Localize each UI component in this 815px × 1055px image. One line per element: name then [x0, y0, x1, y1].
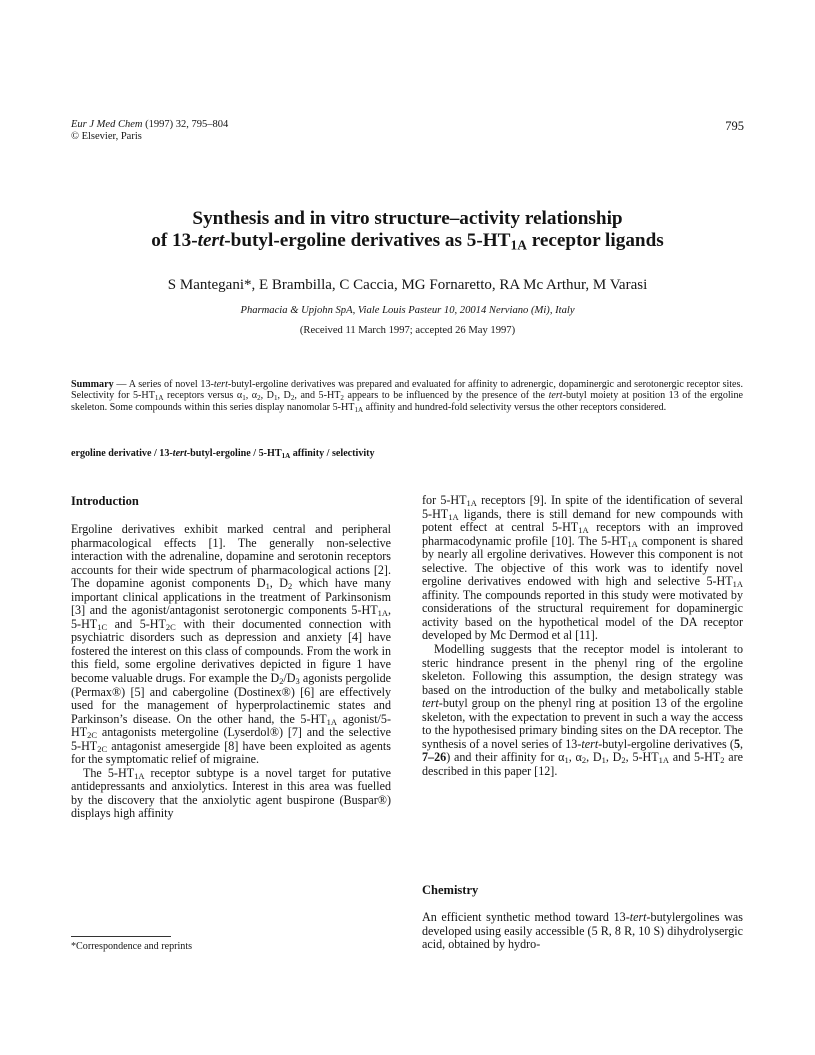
affiliation: Pharmacia & Upjohn SpA, Viale Louis Pasteur 10, 20014 Nerviano (Mi), Italy: [240, 305, 575, 316]
intro-paragraph-1: Ergoline derivatives exhibit marked central and peripheral pharmacological effects [1]. The generally non-selective interaction with the adrenaline, dopamine and serotonin receptors accounts for their wide spectrum of pharmacological actions [2]. The dopamine agonist components $D_1$, $D_2$ which have many important clinical applications in the treatment of Parkinsonism [3] and the agonist/antagonist serotonergic components $5-HT_{1A}$, $5-HT_{1C}$ and $5-HT_{2C}$ with their documented connection with psychiatric disorders such as depression and anxiety [4] have fostered the interest on this class of compounds. From the work in this field, some ergoline derivatives depicted in figure 1 have become valuable drugs. For example the $D_2/D_3$ agonists pergolide (Permax®) [5] and cabergoline (Dostinex®) [6] are effectively used for the management of hyperprolactinemic states and Parkinson’s disease. On the other hand, the $5-HT_{1A}$ agonist/$5-HT_{2C}$ antagonists metergoline (Lyserdol®) [7] and the selective $5-HT_{2C}$ antagonist amesergide [8] have been exploited as agents for the symptomatic relief of migraine. The $5-HT_{1A}$ receptor subtype is a novel target for putative antidepressants and anxiolytics. Interest in this area was fuelled by the discovery that the anxiolytic agent buspirone (Buspar®) displays high affinity: [71, 522, 391, 821]
intro-paragraph-2: for $5-HT_{1A}$ receptors [9]. In spite of the identification of several $5-HT_{1A}$ ligands, there is still demand for new compounds with potent effect at central $5-HT_{1A}$ receptors with an improved pharmacodynamic profile [10]. The $5-HT_{1A}$ component is shared by nearly all ergoline derivatives. However this component is not selective. The objective of this work was to identify novel ergoline derivatives endowed with high and selective $5-HT_{1A}$ affinity. The compounds reported in this study were motivated by considerations of the structural requirement for dopaminergic activity based on the hypothetical model of the DA receptor developed by Mc Dermod et al [11]. Modelling suggests that the receptor model is intolerant to steric hindrance present in the phenyl ring of the ergoline skeleton. Following this assumption, the design strategy was based on the introduction of the bulky and metabolically stable tert-butyl group on the phenyl ring at position 13 of the ergoline skeleton, with the expectation to prevent in such a way the access to the hypothesised primary binding sites on the DA receptor. The synthesis of a novel series of 13-tert-butyl-ergoline derivatives (5, 7–26) and their affinity for $\alpha_1$, $\alpha_2$, $D_1$, $D_2$, $5-HT_{1A}$ and $5-HT_2$ are described in this paper [12].: [422, 493, 744, 778]
keywords: ergoline derivative / 13-tert-butyl-ergoline / $5-HT_{1A}$ affinity / selectivity: [71, 448, 375, 460]
chemistry-paragraph-1: An efficient synthetic method toward 13-tert-butylergolines was developed using easily accessible (5 R, 8 R, 10 S) dihydrolysergic acid, obtained by hydro-: [422, 910, 743, 952]
footnote: *Correspondence and reprints: [71, 941, 193, 952]
introduction-heading: Introduction: [71, 494, 139, 508]
author-list: S Mantegani*, E Brambilla, C Caccia, MG Fornaretto, RA Mc Arthur, M Varasi: [167, 277, 648, 293]
journal-header: [71, 119, 228, 143]
journal-name: Eur J Med Chem: [71, 119, 143, 130]
footnote-rule: [71, 936, 171, 937]
journal-citation: (1997) 32, 795–804: [142, 119, 229, 130]
title-line-1: Synthesis and in vitro structure–activity relationship: [192, 208, 623, 229]
page-number: 795: [725, 119, 744, 133]
abstract: Summary — A series of novel 13-tert-butyl-ergoline derivatives was prepared and evaluated for affinity to adrenergic, dopaminergic and serotonergic receptor sites. Selectivity for $5-HT_{1A}$ receptors versus $\alpha_1$, $\alpha_2$, $D_1$, $D_2$, and $5-HT_2$ appears to be influenced by the presence of the tert-butyl moiety at position 13 of the ergoline skeleton. Some compounds within this series display nanomolar $5-HT_{1A}$ affinity and hundred-fold selectivity versus the other receptors considered.: [71, 379, 744, 414]
paper-title: [0, 208, 815, 252]
chemistry-heading: Chemistry: [422, 883, 479, 897]
received-dates: (Received 11 March 1997; accepted 26 May 1997): [299, 325, 516, 336]
title-line-2: of 13-tert-butyl-ergoline derivatives as $5-HT_{1A}$ receptor ligands: [151, 230, 664, 253]
summary-label: Summary: [71, 379, 114, 390]
publisher: © Elsevier, Paris: [71, 131, 142, 142]
